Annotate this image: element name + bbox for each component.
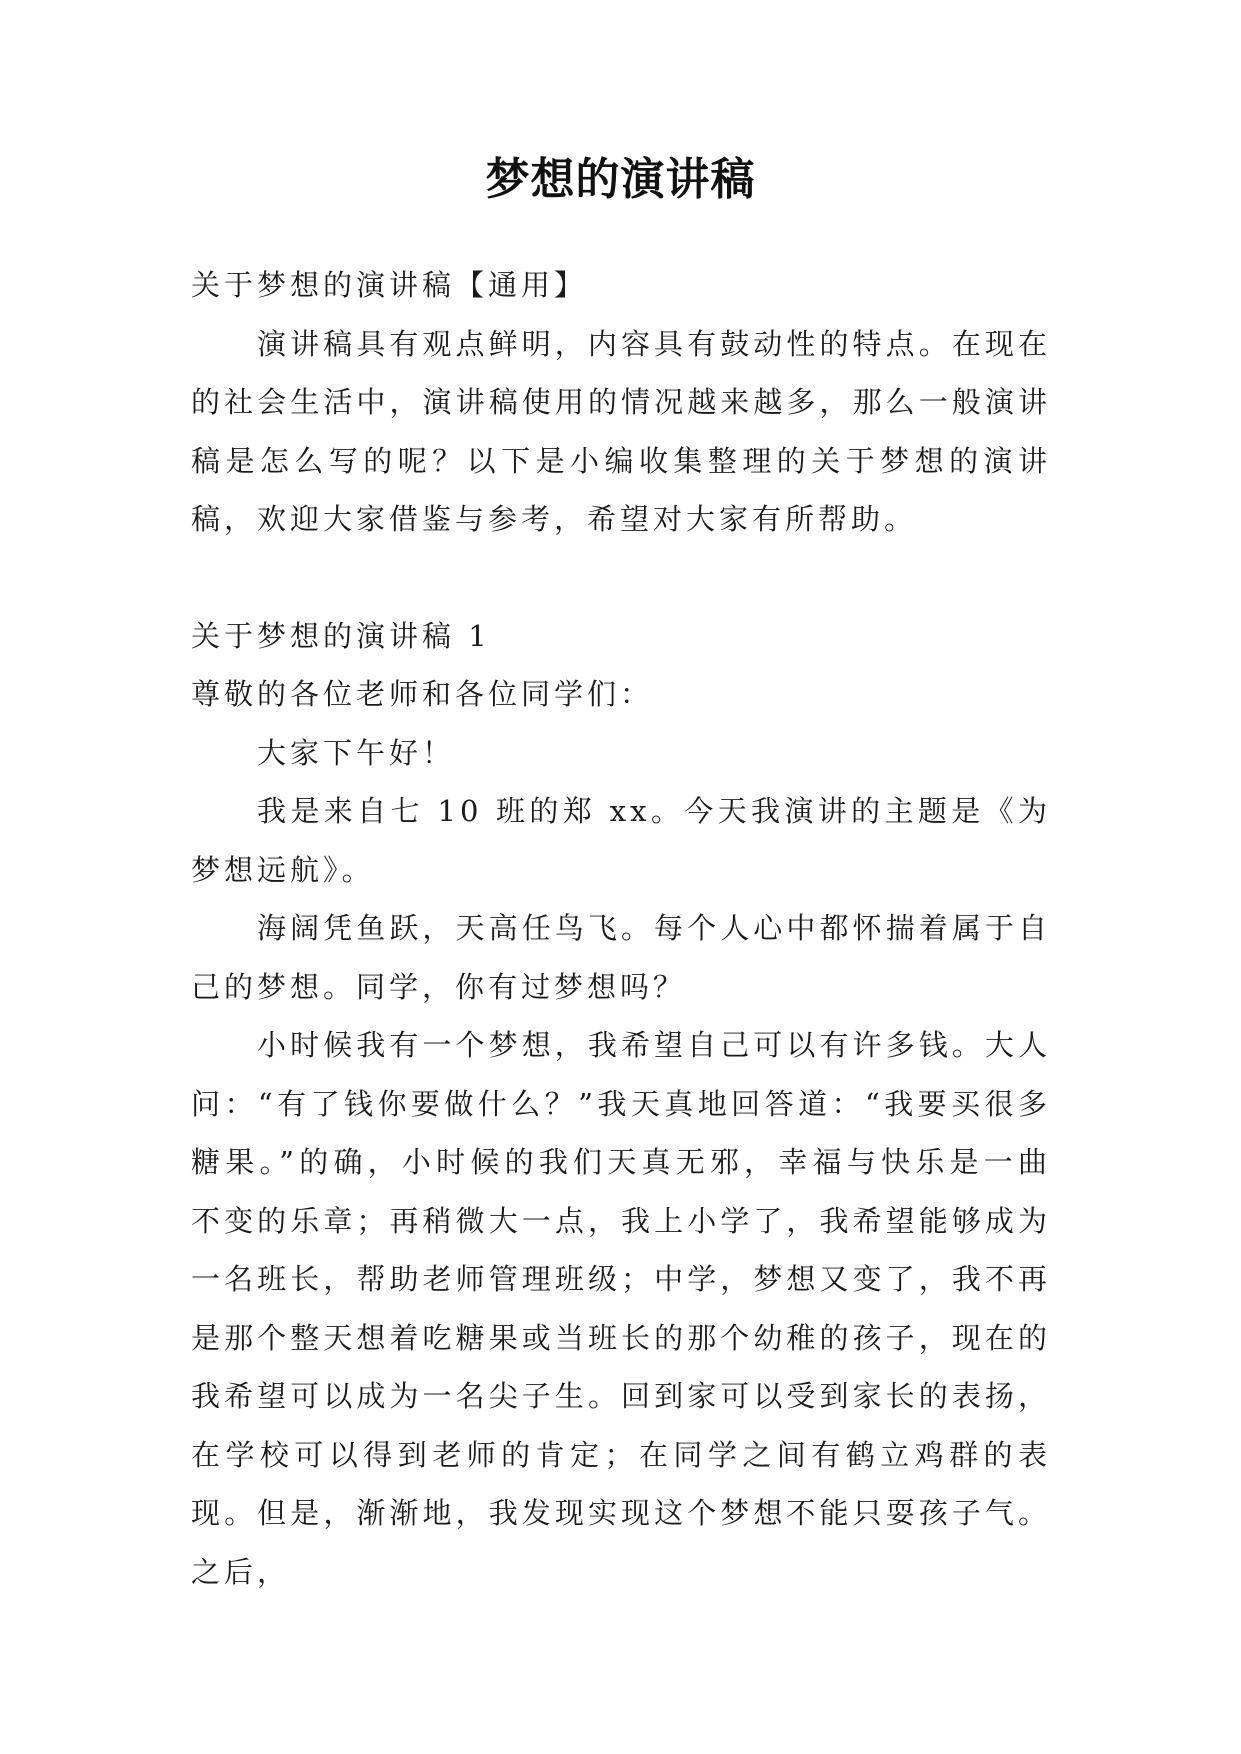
body-paragraph-greeting: 大家下午好！ bbox=[257, 735, 456, 770]
document-title: 梦想的演讲稿 bbox=[485, 154, 756, 205]
document-subtitle: 关于梦想的演讲稿【通用】 bbox=[191, 268, 588, 302]
salutation: 尊敬的各位老师和各位同学们： bbox=[191, 677, 654, 711]
body-paragraph-introduction: 我是来自七 10 班的郑 xx。今天我演讲的主题是《为梦想远航》。 bbox=[191, 794, 1051, 887]
document-body bbox=[191, 256, 1051, 1601]
section-spacer bbox=[191, 549, 1051, 607]
intro-paragraph: 演讲稿具有观点鲜明，内容具有鼓动性的特点。在现在的社会生活中，演讲稿使用的情况越来越多，那么一般演讲稿是怎么写的呢？以下是小编收集整理的关于梦想的演讲稿，欢迎大家借鉴与参考，希望对大家有所帮助。 bbox=[191, 326, 1051, 536]
section-heading: 关于梦想的演讲稿 1 bbox=[191, 618, 491, 653]
body-paragraph-dreams: 海阔凭鱼跃，天高任鸟飞。每个人心中都怀揣着属于自己的梦想。同学，你有过梦想吗？ bbox=[191, 911, 1051, 1004]
body-paragraph-childhood: 小时候我有一个梦想，我希望自己可以有许多钱。大人问：“有了钱你要做什么？”我天真地回答道：“我要买很多糖果。”的确，小时候的我们天真无邪，幸福与快乐是一曲不变的乐章；再稍微大一点，我上小学了，我希望能够成为一名班长，帮助老师管理班级；中学，梦想又变了，我不再是那个整天想着吃糖果或当班长的那个幼稚的孩子，现在的我希望可以成为一名尖子生。回到家可以受到家长的表扬，在学校可以得到老师的肯定；在同学之间有鹤立鸡群的表现。但是，渐渐地，我发现实现这个梦想不能只耍孩子气。之后， bbox=[191, 1028, 1051, 1589]
